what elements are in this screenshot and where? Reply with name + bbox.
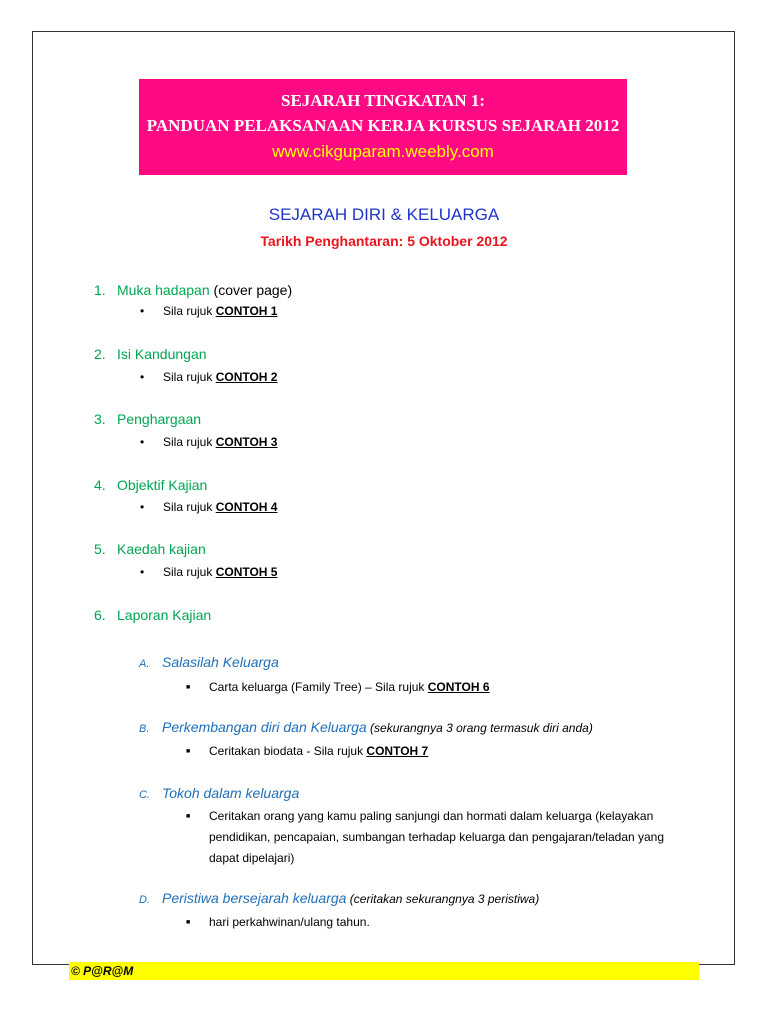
bullet-text: Sila rujuk [163, 565, 216, 579]
submission-date: Tarikh Penghantaran: 5 Oktober 2012 [260, 233, 508, 249]
square-bullet-icon: ■ [186, 684, 191, 691]
subsection-title: Perkembangan diri dan Keluarga [162, 719, 367, 735]
square-bullet-icon: ■ [186, 919, 191, 926]
bullet-icon: • [140, 565, 145, 579]
item-text: Carta keluarga (Family Tree) – Sila rujuk [209, 680, 428, 694]
section-4-bullet [140, 500, 277, 514]
subsection-letter: C. [139, 789, 150, 801]
contoh-7-link[interactable]: CONTOH 7 [366, 744, 429, 758]
item-text: Ceritakan orang yang kamu paling sanjungi dan hormati dalam keluarga (kelayakan pendidikan, pencapaian, sumbangan terhadap keluarga dan pengajaran/teladan yang dapat dipelajari) [209, 809, 665, 865]
bullet-text: Sila rujuk [163, 370, 216, 384]
section-6-heading [94, 607, 211, 623]
subsection-title: Salasilah Keluarga [162, 654, 279, 670]
item-text-wrap [209, 741, 428, 762]
section-4-heading [94, 477, 207, 493]
bullet-icon: • [140, 500, 145, 514]
subsection-a-item [186, 677, 490, 698]
bullet-icon: • [140, 435, 145, 449]
bullet-text: Sila rujuk [163, 500, 216, 514]
subsection-c-item [186, 806, 666, 869]
banner-url[interactable]: www.cikguparam.weebly.com [272, 142, 494, 161]
subsection-d-item [186, 912, 370, 933]
item-text: hari perkahwinan/ulang tahun. [209, 915, 370, 929]
section-5-heading [94, 541, 206, 557]
item-text: Ceritakan biodata - Sila rujuk [209, 744, 367, 758]
section-5-bullet [140, 565, 277, 579]
square-bullet-icon: ■ [186, 748, 191, 755]
section-title: Objektif Kajian [117, 477, 208, 493]
section-3-bullet [140, 435, 277, 449]
contoh-6-link[interactable]: CONTOH 6 [427, 680, 490, 694]
bullet-icon: • [140, 370, 145, 384]
subsection-title: Tokoh dalam keluarga [162, 785, 300, 801]
section-2-bullet [140, 370, 277, 384]
contoh-1-link[interactable]: CONTOH 1 [215, 304, 278, 318]
subsection-a-heading [139, 654, 279, 670]
section-number: 4. [94, 477, 106, 493]
section-title: Laporan Kajian [117, 607, 212, 623]
section-title: Isi Kandungan [117, 346, 207, 362]
subsection-letter: A. [139, 658, 150, 670]
contoh-5-link[interactable]: CONTOH 5 [215, 565, 278, 579]
section-1-heading [94, 282, 292, 298]
subsection-c-heading [139, 785, 299, 801]
contoh-4-link[interactable]: CONTOH 4 [215, 500, 278, 514]
section-number: 3. [94, 411, 106, 427]
bullet-text: Sila rujuk [163, 435, 216, 449]
subsection-b-item [186, 741, 428, 762]
section-extra: (cover page) [213, 282, 293, 298]
section-title: Muka hadapan [117, 282, 210, 298]
subsection-b-heading [139, 719, 593, 735]
banner-line-2: PANDUAN PELAKSANAAN KERJA KURSUS SEJARAH 2012 [146, 116, 620, 135]
square-bullet-icon: ■ [186, 813, 191, 820]
bullet-text: Sila rujuk [163, 304, 216, 318]
section-number: 2. [94, 346, 106, 362]
subsection-note: (ceritakan sekurangnya 3 peristiwa) [346, 892, 540, 906]
section-title: Penghargaan [117, 411, 202, 427]
section-1-bullet [140, 304, 277, 318]
subsection-letter: D. [139, 894, 150, 906]
footer-copyright: © P@R@M [69, 962, 699, 980]
item-text-wrap [209, 677, 490, 698]
bullet-icon: • [140, 304, 145, 318]
contoh-3-link[interactable]: CONTOH 3 [215, 435, 278, 449]
section-number: 5. [94, 541, 106, 557]
subsection-title: Peristiwa bersejarah keluarga [162, 890, 347, 906]
contoh-2-link[interactable]: CONTOH 2 [215, 370, 278, 384]
section-2-heading [94, 346, 207, 362]
subsection-note: (sekurangnya 3 orang termasuk diri anda) [366, 721, 593, 735]
banner-line-1: SEJARAH TINGKATAN 1: [280, 91, 486, 110]
subsection-d-heading [139, 890, 539, 906]
section-number: 1. [94, 282, 106, 298]
section-title: Kaedah kajian [117, 541, 206, 557]
document-title: SEJARAH DIRI & KELUARGA [268, 205, 500, 224]
section-3-heading [94, 411, 201, 427]
section-number: 6. [94, 607, 106, 623]
header-banner [139, 79, 627, 175]
subsection-letter: B. [139, 723, 150, 735]
